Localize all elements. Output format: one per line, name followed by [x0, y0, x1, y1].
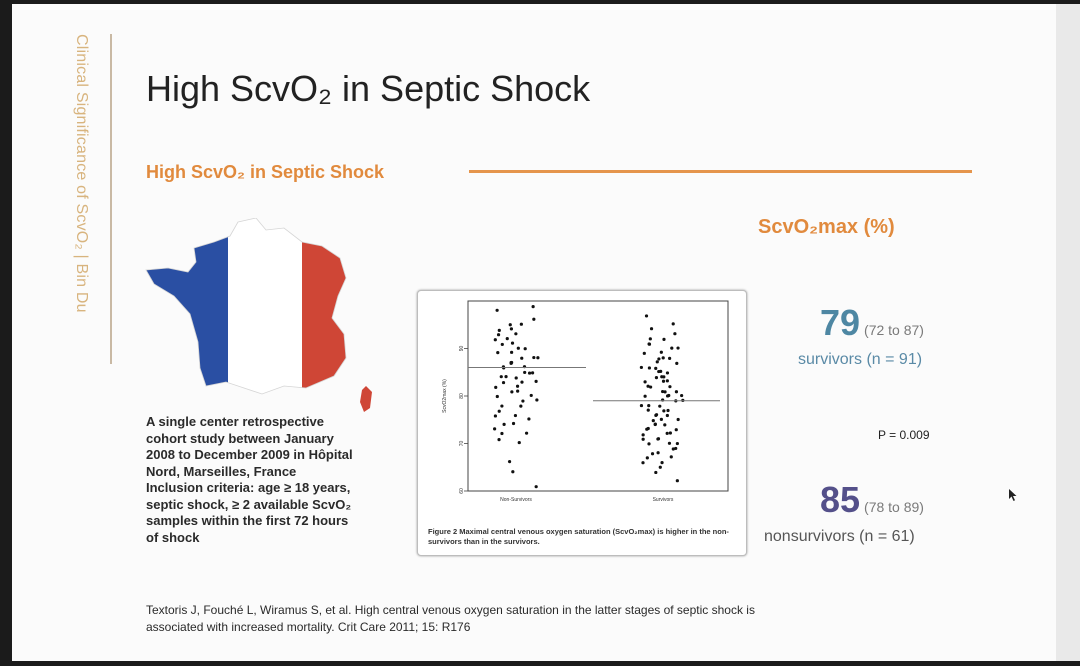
y-tick-label: 70	[459, 440, 465, 447]
data-point	[672, 322, 675, 325]
data-point	[660, 351, 663, 354]
data-point	[641, 461, 644, 464]
study-description-line: Nord, Marseilles, France	[146, 463, 297, 479]
data-point	[510, 327, 513, 330]
data-point	[500, 404, 503, 407]
reference-citation	[146, 602, 976, 636]
data-point	[504, 375, 507, 378]
data-point	[663, 423, 666, 426]
data-point	[654, 423, 657, 426]
data-point	[666, 409, 669, 412]
data-point	[657, 370, 660, 373]
data-point	[648, 366, 651, 369]
data-point	[666, 414, 669, 417]
data-point	[516, 385, 519, 388]
data-point	[652, 419, 655, 422]
x-tick-label: Survivors	[652, 497, 674, 503]
data-point	[659, 466, 662, 469]
data-point	[642, 433, 645, 436]
data-point	[654, 367, 657, 370]
data-point	[535, 485, 538, 488]
slide-title: High ScvO₂ in Septic Shock	[146, 68, 591, 109]
data-point	[660, 418, 663, 421]
data-point	[658, 405, 661, 408]
data-point	[668, 385, 671, 388]
y-tick-label: 90	[459, 345, 465, 352]
study-description	[146, 414, 406, 546]
data-point	[496, 351, 499, 354]
data-point	[673, 332, 676, 335]
data-point	[535, 380, 538, 383]
data-point	[511, 342, 514, 345]
data-point	[651, 452, 654, 455]
data-point	[660, 461, 663, 464]
y-tick-label: 80	[459, 393, 465, 399]
survivors-label: survivors (n = 91)	[798, 351, 923, 368]
study-description-line: cohort study between January	[146, 430, 334, 446]
study-description-line: of shock	[146, 529, 200, 545]
data-point	[515, 376, 518, 379]
data-point	[675, 428, 678, 431]
data-point	[644, 395, 647, 398]
data-point	[674, 447, 677, 450]
data-point	[497, 438, 500, 441]
data-point	[521, 399, 524, 402]
study-description-line: samples within the first 72 hours	[146, 513, 349, 528]
sidebar-vertical-label: Clinical Significance of ScvO₂ | Bin Du	[73, 34, 90, 313]
data-point	[501, 343, 504, 346]
data-point	[508, 460, 511, 463]
data-point	[536, 356, 539, 359]
y-tick-label: 60	[459, 488, 465, 494]
data-point	[660, 375, 663, 378]
data-point	[669, 431, 672, 434]
data-point	[662, 409, 665, 412]
data-point	[645, 428, 648, 431]
data-point	[662, 380, 665, 383]
data-point	[655, 376, 658, 379]
survivors-value: 79	[820, 302, 861, 343]
data-point	[655, 413, 658, 416]
data-point	[511, 470, 514, 473]
nonsurvivors-median	[820, 479, 924, 521]
p-value: P = 0.009	[878, 428, 930, 442]
data-point	[523, 371, 526, 374]
data-point	[532, 318, 535, 321]
data-point	[656, 437, 659, 440]
plot-frame	[468, 301, 728, 491]
data-point	[530, 394, 533, 397]
data-point	[498, 329, 501, 332]
study-description-line: septic shock, ≥ 2 available ScvO₂	[146, 496, 352, 512]
data-point	[646, 456, 649, 459]
mouse-cursor-icon	[1008, 488, 1018, 502]
data-point	[666, 432, 669, 435]
data-point	[514, 332, 517, 335]
data-point	[532, 305, 535, 308]
data-point	[643, 380, 646, 383]
data-point	[649, 385, 652, 388]
nonsurvivors-value: 85	[820, 479, 861, 520]
data-point	[656, 360, 659, 363]
data-point	[675, 362, 678, 365]
data-point	[518, 441, 521, 444]
data-point	[502, 381, 505, 384]
data-point	[506, 337, 509, 340]
x-tick-label: Non-Survivors	[500, 497, 532, 503]
data-point	[509, 323, 512, 326]
data-point	[675, 390, 678, 393]
data-point	[648, 343, 651, 346]
data-point	[524, 347, 527, 350]
data-point	[668, 357, 671, 360]
y-axis-label: ScvO2max (%)	[442, 379, 448, 413]
data-point	[670, 347, 673, 350]
data-point	[520, 381, 523, 384]
study-description-line: A single center retrospective	[146, 414, 324, 429]
data-point	[532, 356, 535, 359]
data-point	[676, 442, 679, 445]
data-point	[680, 394, 683, 397]
data-point	[519, 405, 522, 408]
data-point	[535, 398, 538, 401]
data-point	[662, 338, 665, 341]
study-description-line: Inclusion criteria: age ≥ 18 years,	[146, 480, 351, 495]
data-point	[676, 346, 679, 349]
metric-label: ScvO₂max (%)	[758, 216, 895, 238]
sidebar-divider	[110, 34, 112, 364]
data-point	[503, 423, 506, 426]
data-point	[493, 427, 496, 430]
data-point	[666, 379, 669, 382]
data-point	[647, 409, 650, 412]
data-point	[654, 471, 657, 474]
survivors-median	[820, 302, 924, 344]
data-point	[496, 309, 499, 312]
data-point	[531, 371, 534, 374]
study-description-line: 2008 to December 2009 in Hôpital	[146, 447, 353, 462]
figure-panel	[417, 290, 747, 556]
data-point	[516, 389, 519, 392]
data-point	[494, 414, 497, 417]
data-point	[677, 418, 680, 421]
scatter-chart	[428, 291, 738, 527]
data-point	[510, 390, 513, 393]
data-point	[650, 327, 653, 330]
nonsurvivors-range: (78 to 89)	[864, 499, 924, 515]
data-point	[661, 390, 664, 393]
data-point	[528, 371, 531, 374]
data-point	[667, 394, 670, 397]
survivors-range: (72 to 87)	[864, 322, 924, 338]
data-point	[642, 438, 645, 441]
data-point	[527, 417, 530, 420]
data-point	[525, 432, 528, 435]
data-point	[645, 314, 648, 317]
data-point	[649, 337, 652, 340]
data-point	[647, 404, 650, 407]
data-point	[657, 357, 660, 360]
window-right-edge	[1056, 4, 1080, 661]
data-point	[496, 395, 499, 398]
data-point	[676, 479, 679, 482]
data-point	[520, 357, 523, 360]
data-point	[640, 366, 643, 369]
data-point	[662, 356, 665, 359]
data-point	[494, 338, 497, 341]
reference-line: Textoris J, Fouché L, Wiramus S, et al. High central venous oxygen saturation in the latter stages of septic shock is	[146, 603, 755, 617]
data-point	[640, 404, 643, 407]
section-divider	[469, 170, 972, 173]
section-subtitle: High ScvO₂ in Septic Shock	[146, 162, 385, 182]
data-point	[510, 351, 513, 354]
data-point	[494, 386, 497, 389]
data-point	[647, 442, 650, 445]
reference-line: associated with increased mortality. Crit Care 2011; 15: R176	[146, 620, 471, 634]
data-point	[643, 352, 646, 355]
france-flag-map-icon	[134, 218, 374, 414]
slide	[12, 4, 1056, 661]
data-point	[666, 371, 669, 374]
data-point	[498, 410, 501, 413]
data-point	[497, 333, 500, 336]
data-point	[520, 323, 523, 326]
data-point	[500, 375, 503, 378]
data-point	[668, 442, 671, 445]
data-point	[512, 422, 515, 425]
data-point	[657, 451, 660, 454]
data-point	[517, 347, 520, 350]
data-point	[670, 455, 673, 458]
data-point	[514, 414, 517, 417]
data-point	[500, 432, 503, 435]
figure-caption: Figure 2 Maximal central venous oxygen saturation (ScvO₂max) is higher in the non-survivors than in the survivors.	[428, 527, 729, 546]
nonsurvivors-label: nonsurvivors (n = 61)	[764, 528, 915, 545]
data-point	[510, 361, 513, 364]
